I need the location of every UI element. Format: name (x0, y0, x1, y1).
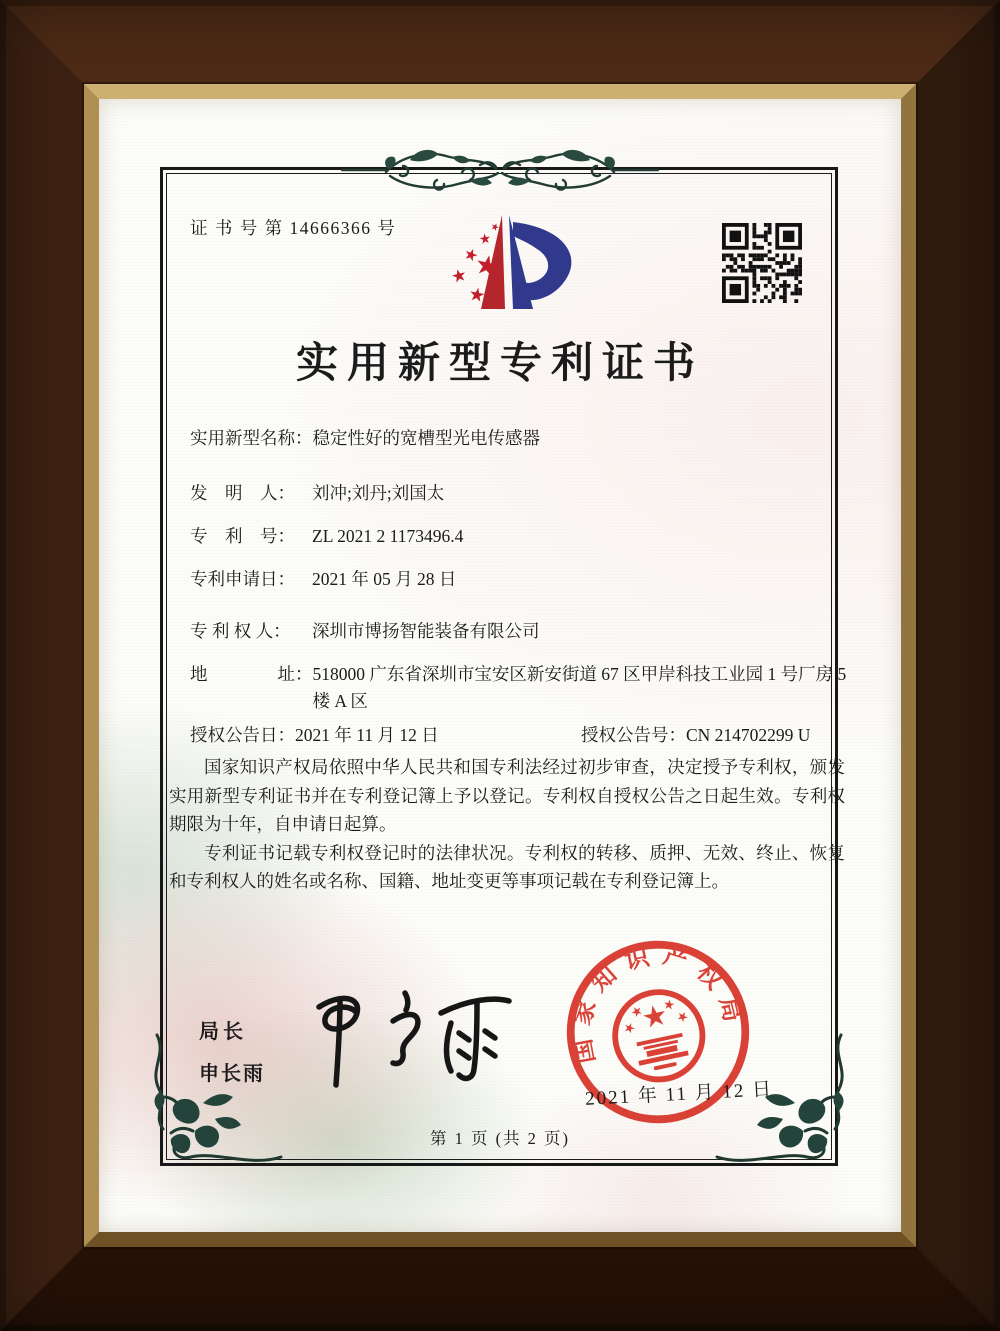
certificate-paper (99, 99, 901, 1232)
field-row-inventors (190, 480, 444, 507)
paragraph-grant-statement: 国家知识产权局依照中华人民共和国专利法经过初步审查，决定授予专利权，颁发实用新型专利证书并在专利登记簿上予以登记。专利权自授权公告之日起生效。专利权期限为十年，自申请日起算。 (169, 757, 845, 834)
field-value: 深圳市博扬智能装备有限公司 (312, 621, 540, 641)
field-value: 刘冲;刘丹;刘国太 (312, 483, 445, 503)
certificate-number: 证 书 号 第 14666366 号 (190, 218, 397, 238)
field-value: 518000 广东省深圳市宝安区新安街道 67 区甲岸科技工业园 1 号厂房 5 楼 A 区 (312, 664, 851, 711)
grant-date-stamp: 2021 年 11 月 12 日 (584, 1079, 774, 1110)
field-value: 2021 年 05 月 28 日 (312, 569, 457, 589)
commissioner-name: 申长雨 (199, 1063, 265, 1085)
field-row-filing-date (190, 566, 456, 593)
paragraph-register-statement: 专利证书记载专利权登记时的法律状况。专利权的转移、质押、无效、终止、恢复和专利权人的姓名或名称、国籍、地址变更等事项记载在专利登记簿上。 (169, 842, 845, 891)
field-label: 专 利 号： (190, 526, 295, 546)
field-row-patentee (190, 618, 540, 645)
page-number: 第 1 页 (共 2 页) (429, 1129, 571, 1148)
field-row-address (190, 661, 865, 715)
field-row-grant (190, 722, 831, 749)
cnipa-official-seal (543, 917, 773, 1147)
handwritten-signature (281, 981, 531, 1101)
commissioner-title: 局长 (199, 1021, 247, 1043)
field-label: 地 址： (190, 664, 313, 684)
field-row-patent-number (190, 523, 463, 550)
grant-date-label: 授权公告日： (190, 725, 295, 745)
field-label: 专利申请日： (190, 569, 295, 589)
field-value: 稳定性好的宽槽型光电传感器 (312, 428, 540, 448)
field-label: 专 利 权 人： (190, 621, 291, 641)
certificate-title: 实用新型专利证书 (295, 341, 704, 387)
corner-flourish-bottom-left-ornament (141, 1033, 283, 1175)
top-dragon-flourish-ornament (340, 139, 660, 201)
grant-number-label: 授权公告号： (581, 725, 686, 745)
field-label: 发 明 人： (190, 483, 295, 503)
gold-frame-lip (84, 84, 916, 1247)
seal-arc-text: 国家知识产权局 (567, 941, 749, 1066)
cnipa-logo-icon (425, 209, 585, 321)
grant-number-pair (581, 722, 810, 749)
field-value: ZL 2021 2 1173496.4 (312, 526, 464, 546)
legal-paragraphs (169, 753, 845, 896)
national-emblem-icon (607, 984, 711, 1088)
field-label: 实用新型名称： (190, 428, 313, 448)
field-row-utility-model-name (190, 425, 540, 452)
qr-code (722, 223, 802, 303)
grant-date-value: 2021 年 11 月 12 日 (295, 725, 439, 745)
grant-number-value: CN 214702299 U (686, 725, 811, 745)
